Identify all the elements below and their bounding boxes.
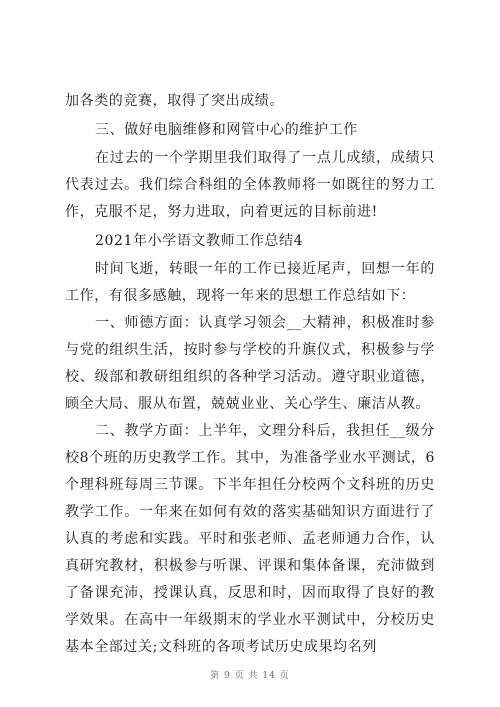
document-title: 2021年小学语文教师工作总结4 [95, 233, 304, 249]
paragraph-teaching: 二、教学方面：上半年，文理分科后，我担任__级分校8个班的历史教学工作。其中，为准备学业水平测试，6个理科班每周三节课。下半年担任分校两个文科班的历史教学工作。一年来在如何有效的落实基础知识方面进行了认真的考虑和实践。平时和张老师、孟老师通力合作，认真研究教材，积极参与听课、评课和集体备课，充沛做到了备课充沛，授课认真，反思和时，因而取得了良好的教学效果。在高中一年级期末的学业水平测试中，分校历史基本全部过关;文科班的各项考试历史成果均名列 [65, 423, 435, 655]
paragraph-conclusion: 在过去的一个学期里我们取得了一点儿成绩，成绩只代表过去。我们综合科组的全体教师将一如既往的努力工作，克服不足，努力进取，向着更远的目标前进! [65, 150, 435, 220]
section-heading-maintenance: 三、做好电脑维修和网管中心的维护工作 [95, 122, 358, 138]
paragraph-continuation: 加各类的竞赛，取得了突出成绩。 [65, 93, 284, 109]
document-body [65, 88, 435, 661]
paragraph-ethics: 一、师德方面：认真学习领会__大精神，积极准时参与党的组织生活，按时参与学校的升旗仪式，积极参与学校、级部和教研组组织的各种学习活动。遵守职业道德，顾全大局、服从布置，兢兢业业、关心学生、廉洁从教。 [65, 315, 435, 412]
page-number-footer: 第 9 页 共 14 页 [210, 671, 290, 681]
paragraph-intro: 时间飞逝，转眼一年的工作已接近尾声，回想一年的工作，有很多感触，现将一年来的思想工作总结如下： [65, 261, 435, 304]
